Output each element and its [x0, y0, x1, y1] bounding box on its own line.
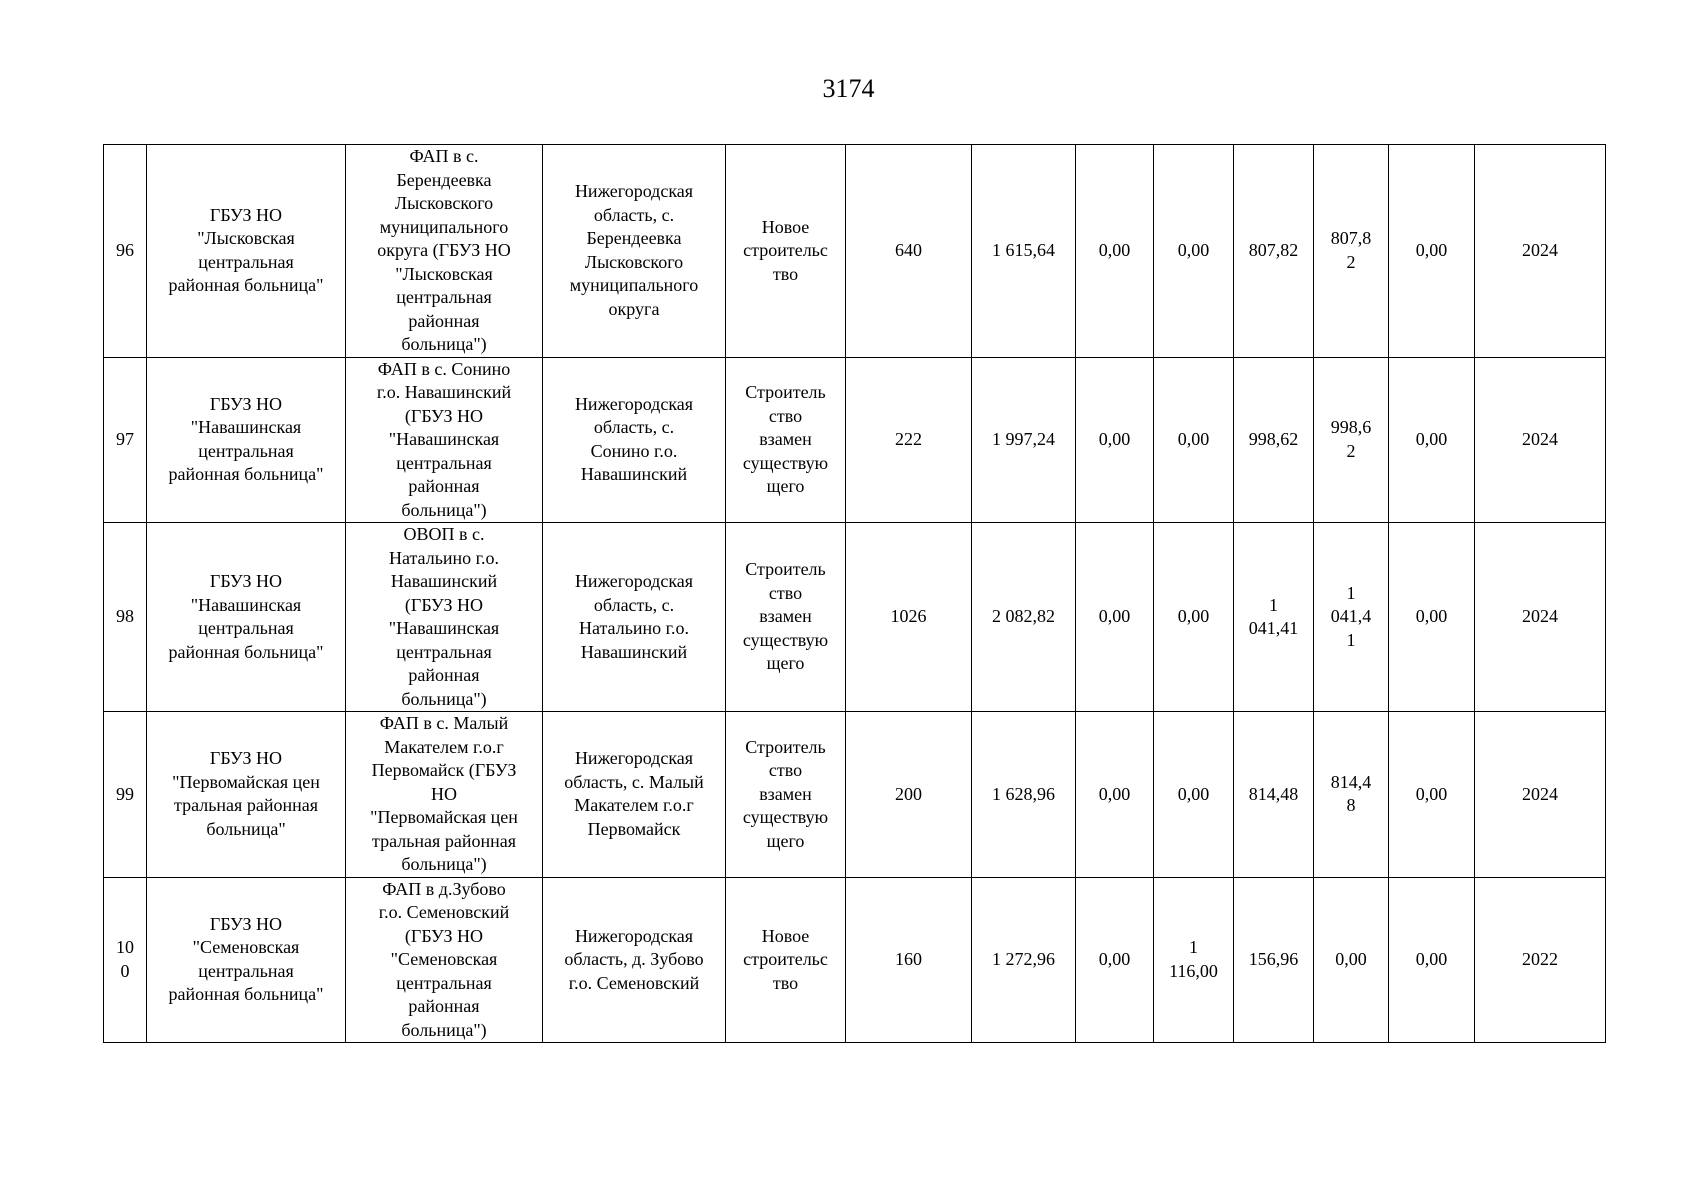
value-cell: 0,00 — [1389, 145, 1475, 358]
value-cell: 0,00 — [1389, 712, 1475, 878]
work-type-cell: Строитель ство взамен существую щего — [726, 712, 846, 878]
value-cell: 0,00 — [1076, 712, 1154, 878]
year-cell: 2024 — [1475, 712, 1606, 878]
value-cell: 0,00 — [1076, 357, 1154, 523]
institution-cell: ГБУЗ НО "Навашинская центральная районная больница" — [147, 523, 346, 712]
value-cell: 0,00 — [1154, 523, 1234, 712]
value-cell: 0,00 — [1076, 523, 1154, 712]
address-cell: Нижегородская область, д. Зубово г.о. Семеновский — [543, 877, 726, 1043]
address-cell: Нижегородская область, с. Малый Макателем г.о.г Первомайск — [543, 712, 726, 878]
value-cell: 807,82 — [1234, 145, 1314, 358]
object-cell: ФАП в с. Берендеевка Лысковского муниципального округа (ГБУЗ НО "Лысковская центральная районная больница") — [346, 145, 543, 358]
work-type-cell: Строитель ство взамен существую щего — [726, 523, 846, 712]
total-cell: 1 272,96 — [972, 877, 1076, 1043]
row-number: 97 — [104, 357, 147, 523]
capacity-cell: 1026 — [846, 523, 972, 712]
value-cell: 0,00 — [1154, 712, 1234, 878]
value-cell: 1 041,41 — [1234, 523, 1314, 712]
table-row — [104, 357, 1606, 523]
year-cell: 2024 — [1475, 523, 1606, 712]
total-cell: 1 997,24 — [972, 357, 1076, 523]
value-cell: 0,00 — [1389, 523, 1475, 712]
value-cell: 1 041,4 1 — [1314, 523, 1389, 712]
table-row — [104, 712, 1606, 878]
object-cell: ОВОП в с. Натальино г.о. Навашинский (ГБУЗ НО "Навашинская центральная районная больница") — [346, 523, 543, 712]
value-cell: 998,6 2 — [1314, 357, 1389, 523]
row-number: 99 — [104, 712, 147, 878]
value-cell: 0,00 — [1389, 877, 1475, 1043]
table-row — [104, 877, 1606, 1043]
object-cell: ФАП в с. Малый Макателем г.о.г Первомайск (ГБУЗ НО "Первомайская цен тральная районная больница") — [346, 712, 543, 878]
year-cell: 2022 — [1475, 877, 1606, 1043]
institution-cell: ГБУЗ НО "Семеновская центральная районная больница" — [147, 877, 346, 1043]
total-cell: 1 615,64 — [972, 145, 1076, 358]
total-cell: 1 628,96 — [972, 712, 1076, 878]
institution-cell: ГБУЗ НО "Навашинская центральная районная больница" — [147, 357, 346, 523]
value-cell: 156,96 — [1234, 877, 1314, 1043]
object-cell: ФАП в с. Сонино г.о. Навашинский (ГБУЗ НО "Навашинская центральная районная больница") — [346, 357, 543, 523]
work-type-cell: Новое строительс тво — [726, 877, 846, 1043]
table-row — [104, 523, 1606, 712]
value-cell: 1 116,00 — [1154, 877, 1234, 1043]
institution-cell: ГБУЗ НО "Лысковская центральная районная больница" — [147, 145, 346, 358]
value-cell: 0,00 — [1314, 877, 1389, 1043]
value-cell: 998,62 — [1234, 357, 1314, 523]
work-type-cell: Новое строительс тво — [726, 145, 846, 358]
capacity-cell: 640 — [846, 145, 972, 358]
value-cell: 807,8 2 — [1314, 145, 1389, 358]
value-cell: 0,00 — [1389, 357, 1475, 523]
row-number: 98 — [104, 523, 147, 712]
value-cell: 0,00 — [1076, 877, 1154, 1043]
facilities-table — [103, 144, 1606, 1043]
address-cell: Нижегородская область, с. Сонино г.о. Навашинский — [543, 357, 726, 523]
address-cell: Нижегородская область, с. Берендеевка Лысковского муниципального округа — [543, 145, 726, 358]
table-row — [104, 145, 1606, 358]
capacity-cell: 200 — [846, 712, 972, 878]
object-cell: ФАП в д.Зубово г.о. Семеновский (ГБУЗ НО "Семеновская центральная районная больница") — [346, 877, 543, 1043]
value-cell: 814,48 — [1234, 712, 1314, 878]
capacity-cell: 222 — [846, 357, 972, 523]
address-cell: Нижегородская область, с. Натальино г.о. Навашинский — [543, 523, 726, 712]
value-cell: 0,00 — [1154, 145, 1234, 358]
total-cell: 2 082,82 — [972, 523, 1076, 712]
capacity-cell: 160 — [846, 877, 972, 1043]
row-number: 96 — [104, 145, 147, 358]
year-cell: 2024 — [1475, 145, 1606, 358]
row-number: 10 0 — [104, 877, 147, 1043]
value-cell: 0,00 — [1154, 357, 1234, 523]
work-type-cell: Строитель ство взамен существую щего — [726, 357, 846, 523]
value-cell: 0,00 — [1076, 145, 1154, 358]
value-cell: 814,4 8 — [1314, 712, 1389, 878]
institution-cell: ГБУЗ НО "Первомайская цен тральная районная больница" — [147, 712, 346, 878]
page-number: 3174 — [822, 74, 875, 103]
year-cell: 2024 — [1475, 357, 1606, 523]
